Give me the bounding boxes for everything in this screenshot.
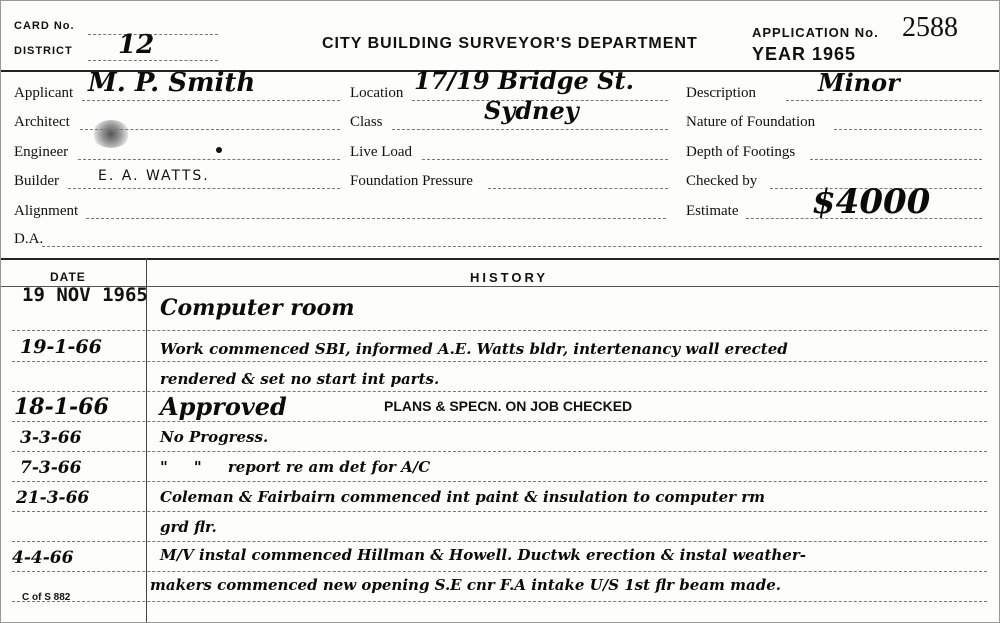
class-label: Class <box>350 114 383 130</box>
history-entry: Computer room <box>160 295 355 321</box>
card-no-label: CARD No. <box>14 20 75 32</box>
estimate-label: Estimate <box>686 203 739 219</box>
builder-value: E. A. WATTS. <box>98 168 210 184</box>
depth-of-footings-label: Depth of Footings <box>686 144 796 160</box>
history-date: 21-3-66 <box>16 488 90 508</box>
builder-label: Builder <box>14 173 59 189</box>
history-entry: M/V instal commenced Hillman & Howell. Ductwk erection & instal weather- <box>160 546 806 564</box>
history-entry: Coleman & Fairbairn commenced int paint & insulation to computer rm <box>160 488 766 506</box>
department-title: CITY BUILDING SURVEYOR'S DEPARTMENT <box>322 35 698 52</box>
date-column-header: DATE <box>50 270 86 284</box>
application-number: 2588 <box>902 12 958 43</box>
history-date: 19-1-66 <box>20 336 102 358</box>
history-date: 19 NOV 1965 <box>22 284 148 306</box>
plans-checked-stamp: PLANS & SPECN. ON JOB CHECKED <box>384 398 633 414</box>
location-value: 17/19 Bridge St. <box>414 66 634 95</box>
estimate-value: $4000 <box>812 182 931 222</box>
history-entry: " " report re am det for A/C <box>160 458 431 476</box>
district-label: DISTRICT <box>14 45 73 57</box>
da-label: D.A. <box>14 231 44 247</box>
history-entry: rendered & set no start int parts. <box>160 370 440 388</box>
location-value-suburb: Sydney <box>484 96 579 125</box>
applicant-label: Applicant <box>14 85 74 101</box>
year-label: YEAR 1965 <box>752 44 857 64</box>
history-entry: Approved <box>160 392 287 421</box>
history-entry: grd flr. <box>160 518 217 536</box>
history-date: 18-1-66 <box>14 394 109 420</box>
history-entry: makers commenced new opening S.E cnr F.A intake U/S 1st flr beam made. <box>150 576 781 594</box>
history-entry: No Progress. <box>160 428 269 446</box>
nature-of-foundation-label: Nature of Foundation <box>686 114 816 130</box>
checked-by-label: Checked by <box>686 173 758 189</box>
history-column-header: HISTORY <box>470 270 549 285</box>
architect-label: Architect <box>14 114 70 130</box>
description-label: Description <box>686 85 756 101</box>
history-date: 3-3-66 <box>20 428 82 448</box>
district-value: 12 <box>118 30 155 60</box>
engineer-label: Engineer <box>14 144 69 160</box>
location-label: Location <box>350 85 404 101</box>
history-date: 4-4-66 <box>12 548 74 568</box>
description-value: Minor <box>818 68 900 97</box>
history-entry: Work commenced SBI, informed A.E. Watts bldr, intertenancy wall erected <box>160 340 788 358</box>
history-date: 7-3-66 <box>20 458 82 478</box>
applicant-value: M. P. Smith <box>88 68 256 98</box>
form-code: C of S 882 <box>22 592 71 603</box>
live-load-label: Live Load <box>350 144 413 160</box>
foundation-pressure-label: Foundation Pressure <box>350 173 473 189</box>
application-no-label: APPLICATION No. <box>752 25 879 40</box>
alignment-label: Alignment <box>14 203 79 219</box>
